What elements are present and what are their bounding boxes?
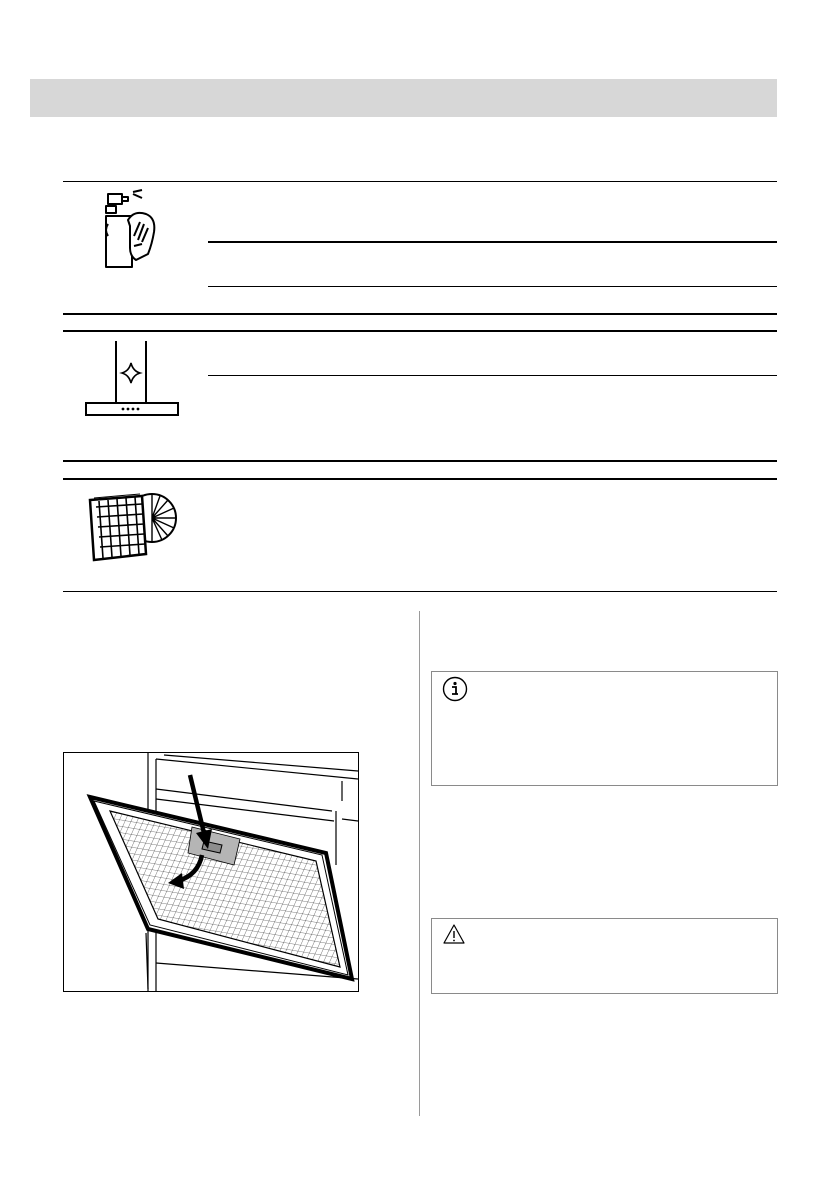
warning-box: [431, 918, 778, 994]
table-rule: [63, 181, 777, 182]
hood-sparkle-icon: [82, 341, 182, 417]
table-rule: [63, 330, 777, 332]
table-rule: [63, 591, 777, 592]
table-rule: [208, 375, 777, 376]
table-rule: [63, 460, 777, 462]
info-box: [431, 671, 778, 786]
spray-bottle-cloth-icon: [100, 188, 160, 272]
info-icon: [442, 676, 468, 702]
column-divider: [419, 611, 420, 1116]
warning-icon: [442, 923, 466, 945]
filter-removal-illustration: [63, 752, 359, 992]
table-rule: [63, 313, 777, 315]
grease-filter-fan-icon: [80, 486, 180, 566]
section-header-bar: [30, 79, 777, 117]
table-rule: [208, 286, 777, 287]
table-rule: [63, 478, 777, 480]
table-rule: [208, 241, 777, 243]
